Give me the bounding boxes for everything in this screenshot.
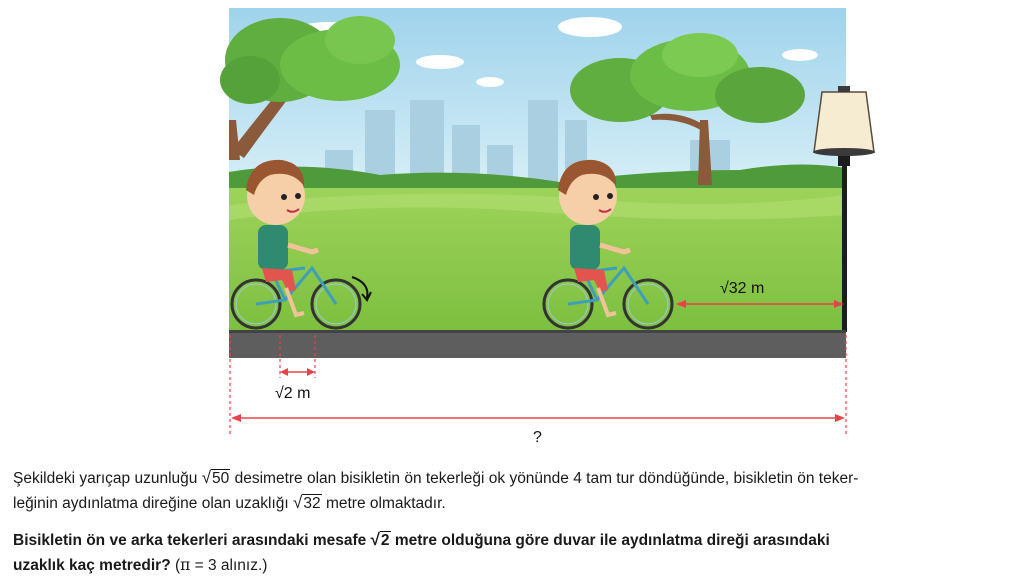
sqrt-2: √2	[370, 530, 390, 549]
sqrt-50: √50	[201, 468, 230, 487]
question-paragraph-2: Bisikletin ön ve arka tekerleri arasındaki mesafe √2 metre olduğuna göre duvar ile aydınlatma direği arasındaki uzaklık kaç metredir? (π = 3 alınız.)	[13, 530, 830, 574]
road	[229, 332, 846, 358]
pi-note: (π = 3 alınız.)	[170, 556, 268, 574]
sqrt-32: √32	[293, 493, 321, 512]
question-paragraph-1: Şekildeki yarıçap uzunluğu √50 desimetre olan bisikletin ön tekerleği ok yönünde 4 tam tur döndüğünde, bisikletin ön teker- leğinin aydınlatma direğine olan uzaklığı √32 metre olmaktadır.	[13, 466, 1003, 516]
light-distance-label: √32 m	[720, 280, 765, 297]
unknown-distance-label: ?	[533, 429, 542, 446]
wheel-gap-label: √2 m	[275, 385, 311, 402]
